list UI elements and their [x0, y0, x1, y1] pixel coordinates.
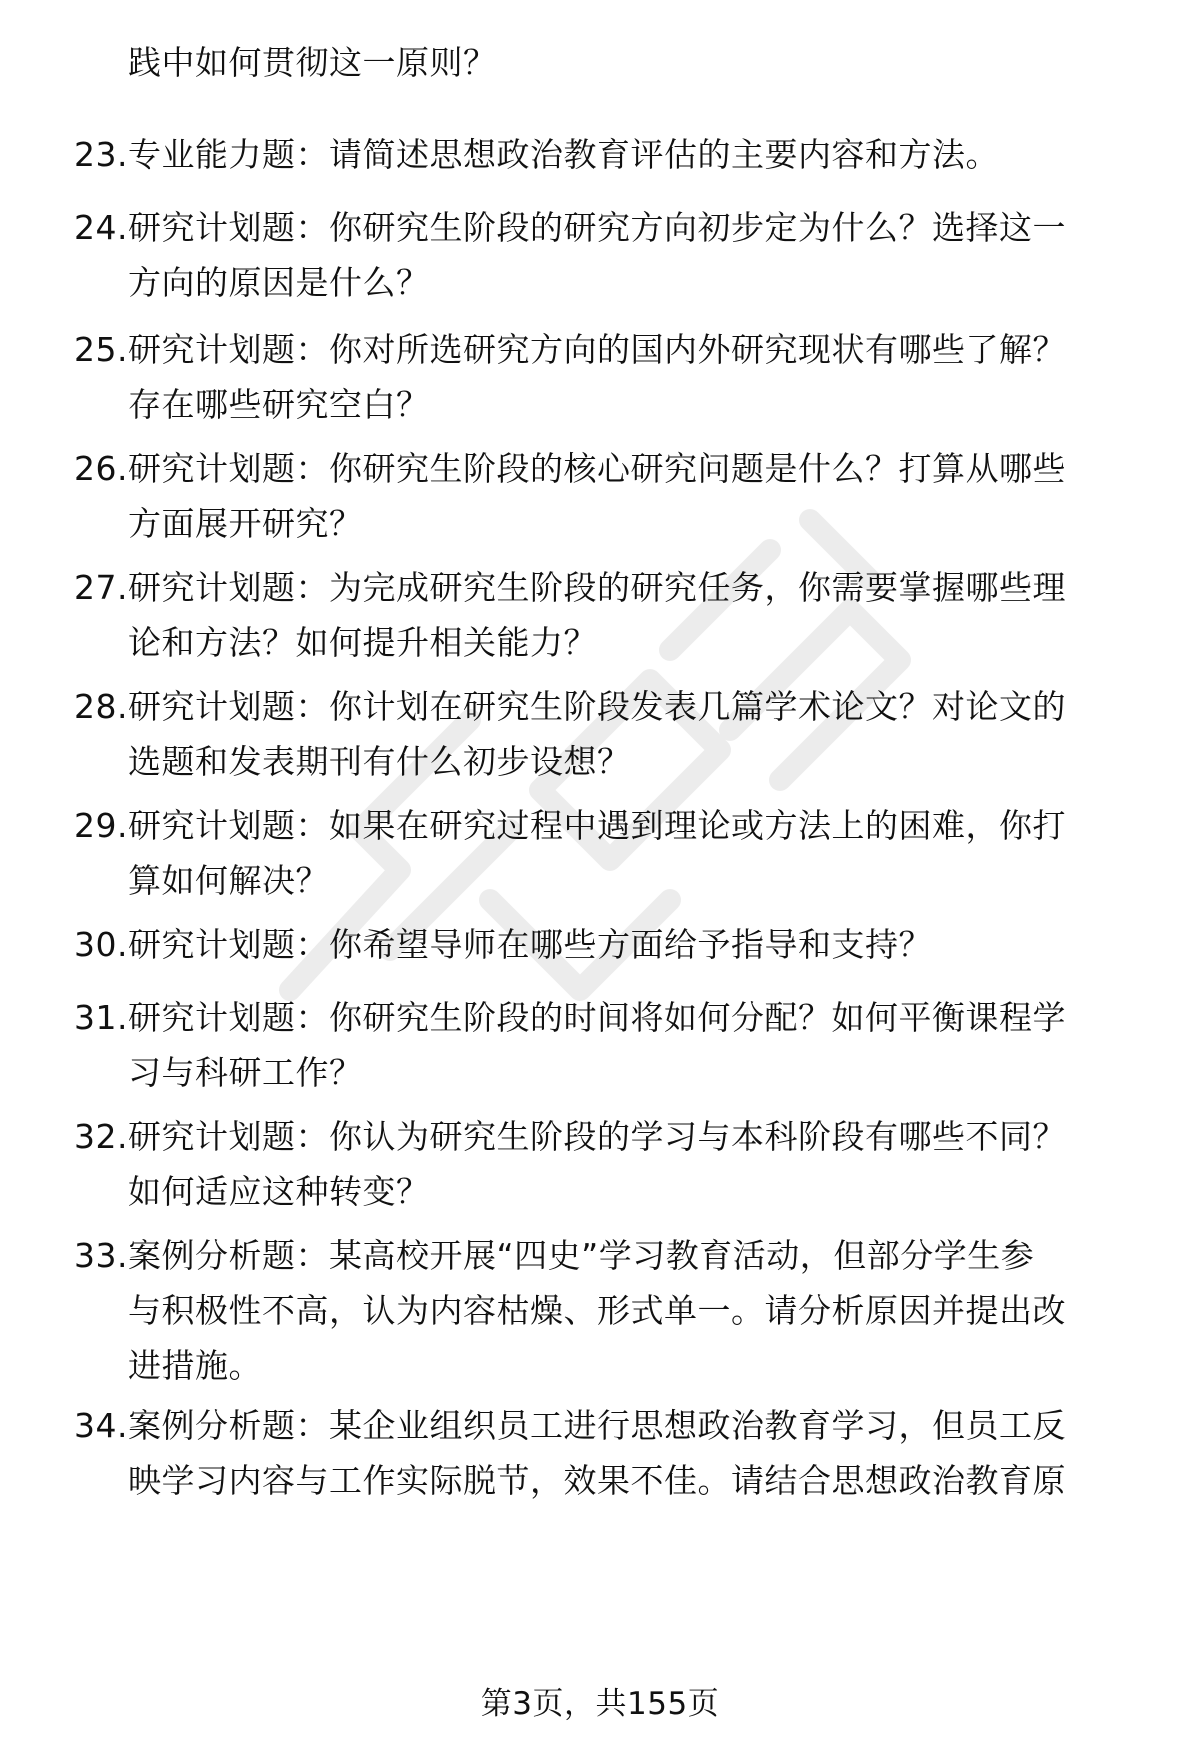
question-number: 25.: [74, 330, 128, 369]
question-text: 研究计划题：你研究生阶段的核心研究问题是什么？打算从哪些 方面展开研究？: [128, 449, 1066, 543]
question-text: 研究计划题：如果在研究过程中遇到理论或方法上的困难，你打 算如何解决？: [128, 806, 1066, 900]
question-text: 研究计划题：你计划在研究生阶段发表几篇学术论文？对论文的 选题和发表期刊有什么初步设想？: [128, 687, 1066, 781]
question-number: 23.: [74, 135, 128, 174]
question-number: 29.: [74, 806, 128, 845]
question-text: 践中如何贯彻这一原则？: [128, 43, 497, 82]
question-text: 研究计划题：你认为研究生阶段的学习与本科阶段有哪些不同？ 如何适应这种转变？: [128, 1117, 1066, 1211]
question-number: 30.: [74, 925, 128, 964]
question-text: 研究计划题：你研究生阶段的研究方向初步定为什么？选择这一 方向的原因是什么？: [128, 208, 1066, 302]
question-number: 32.: [74, 1117, 128, 1156]
question-text: 研究计划题：你希望导师在哪些方面给予指导和支持？: [128, 925, 932, 964]
question-number: 34.: [74, 1406, 128, 1445]
question-number: 28.: [74, 687, 128, 726]
question-text: 研究计划题：你对所选研究方向的国内外研究现状有哪些了解？ 存在哪些研究空白？: [128, 330, 1066, 424]
question-text: 案例分析题：某高校开展“四史”学习教育活动，但部分学生参 与积极性不高，认为内容枯燥、形式单一。请分析原因并提出改 进措施。: [128, 1236, 1066, 1385]
question-number: 27.: [74, 568, 128, 607]
question-text: 专业能力题：请简述思想政治教育评估的主要内容和方法。: [128, 135, 999, 174]
question-number: 31.: [74, 998, 128, 1037]
question-number: 33.: [74, 1236, 128, 1275]
question-number: 26.: [74, 449, 128, 488]
question-number: 24.: [74, 208, 128, 247]
question-text: 研究计划题：为完成研究生阶段的研究任务，你需要掌握哪些理 论和方法？如何提升相关能力？: [128, 568, 1066, 662]
page-number-footer: 第3页，共155页: [480, 1686, 720, 1722]
question-text: 案例分析题：某企业组织员工进行思想政治教育学习，但员工反 映学习内容与工作实际脱节，效果不佳。请结合思想政治教育原: [128, 1406, 1066, 1500]
question-text: 研究计划题：你研究生阶段的时间将如何分配？如何平衡课程学 习与科研工作？: [128, 998, 1066, 1092]
